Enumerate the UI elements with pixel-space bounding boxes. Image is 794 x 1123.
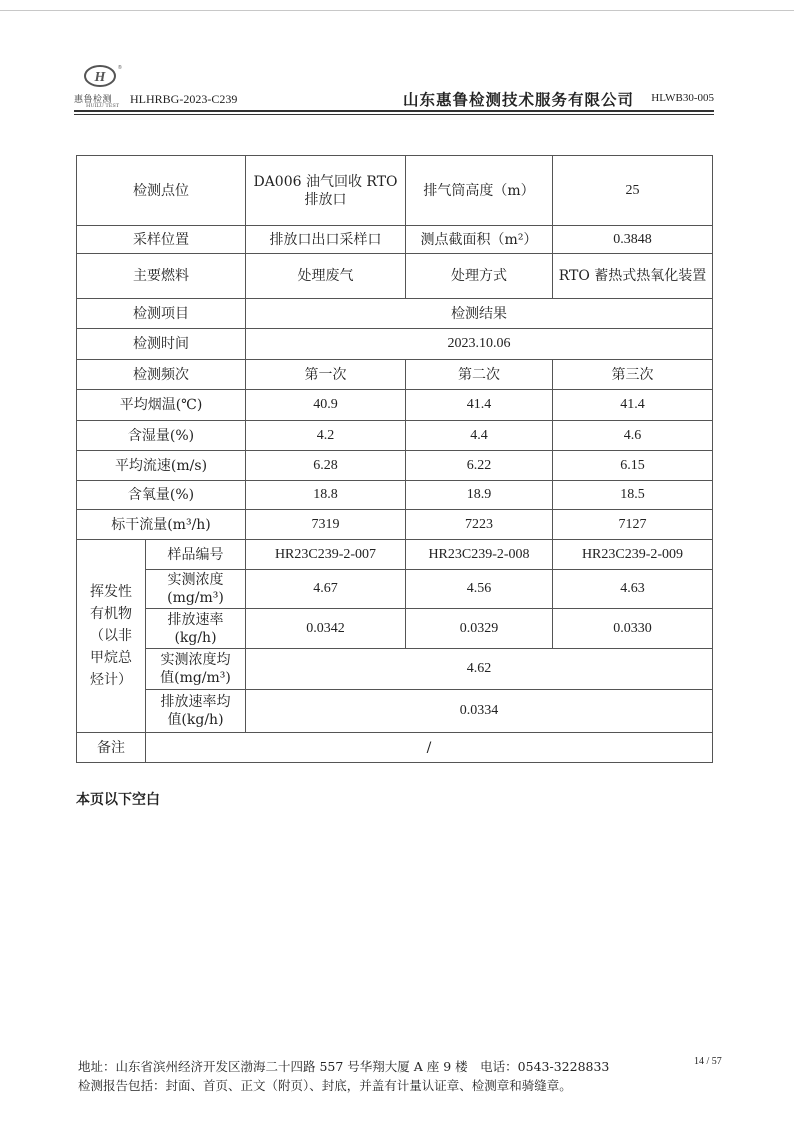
cell-value: 18.9 <box>406 481 553 510</box>
footer-address: 地址：山东省滨州经济开发区渤海二十四路 557 号华翔大厦 A 座 9 楼 电话：0543-3228833 <box>78 1059 610 1074</box>
result-label: 检测结果 <box>246 299 713 329</box>
cell-value: 7127 <box>553 510 713 540</box>
table-row <box>77 451 713 481</box>
item-label: 检测项目 <box>77 299 246 329</box>
table-row <box>77 690 713 733</box>
concentration-value: 4.56 <box>406 570 553 609</box>
cell-value: 18.8 <box>246 481 406 510</box>
emission-rate-value: 0.0330 <box>553 609 713 649</box>
table-row <box>77 649 713 690</box>
page-number: 14 / 57 <box>694 1056 722 1067</box>
cell-value: 4.4 <box>406 421 553 451</box>
fuel-value: 处理废气 <box>246 254 406 299</box>
sample-number: HR23C239-2-007 <box>246 540 406 570</box>
concentration-value: 4.63 <box>553 570 713 609</box>
concentration-label: 实测浓度(mg/m³) <box>146 570 246 609</box>
page-header <box>74 62 714 110</box>
sample-number-label: 样品编号 <box>146 540 246 570</box>
fuel-label: 主要燃料 <box>77 254 246 299</box>
row-label: 含湿量(%) <box>77 421 246 451</box>
stack-height-value: 25 <box>553 156 713 226</box>
table-row <box>77 540 713 570</box>
point-value: DA006 油气回收 RTO 排放口 <box>246 156 406 226</box>
table-row <box>77 360 713 390</box>
row-label: 含氧量(%) <box>77 481 246 510</box>
emission-rate-value: 0.0329 <box>406 609 553 649</box>
treatment-label: 处理方式 <box>406 254 553 299</box>
row-label: 平均烟温(℃) <box>77 390 246 421</box>
form-number: HLWB30-005 <box>651 92 714 104</box>
company-name: 山东惠鲁检测技术服务有限公司 <box>402 90 634 109</box>
blank-below-note: 本页以下空白 <box>76 792 160 808</box>
cell-value: 7223 <box>406 510 553 540</box>
table-row <box>77 299 713 329</box>
emission-rate-value: 0.0342 <box>246 609 406 649</box>
point-label: 检测点位 <box>77 156 246 226</box>
voc-group-label: 挥发性有机物（以非甲烷总烃计） <box>77 540 146 733</box>
table-row <box>77 329 713 360</box>
detection-results-table <box>76 155 713 763</box>
table-row <box>77 156 713 226</box>
frequency-2: 第二次 <box>406 360 553 390</box>
sampling-position-label: 采样位置 <box>77 226 246 254</box>
table-row <box>77 570 713 609</box>
svg-text:H: H <box>94 70 106 85</box>
cell-value: 41.4 <box>406 390 553 421</box>
logo-text: 惠鲁检测 <box>74 95 113 105</box>
cell-value: 6.22 <box>406 451 553 481</box>
frequency-label: 检测频次 <box>77 360 246 390</box>
table-row <box>77 609 713 649</box>
time-label: 检测时间 <box>77 329 246 360</box>
row-label: 平均流速(m/s) <box>77 451 246 481</box>
header-rule-thick <box>74 110 714 112</box>
table-row <box>77 254 713 299</box>
section-area-value: 0.3848 <box>553 226 713 254</box>
cell-value: 41.4 <box>553 390 713 421</box>
report-number: HLHRBG-2023-C239 <box>130 92 238 106</box>
table-row <box>77 510 713 540</box>
cell-value: 6.15 <box>553 451 713 481</box>
treatment-value: RTO 蓄热式热氧化装置 <box>553 254 713 299</box>
cell-value: 7319 <box>246 510 406 540</box>
cell-value: 40.9 <box>246 390 406 421</box>
emission-rate-label: 排放速率(kg/h) <box>146 609 246 649</box>
top-border-line <box>0 10 794 11</box>
concentration-average-value: 4.62 <box>246 649 713 690</box>
sample-number: HR23C239-2-008 <box>406 540 553 570</box>
cell-value: 4.6 <box>553 421 713 451</box>
header-rule-thin <box>74 114 714 115</box>
emission-rate-average-value: 0.0334 <box>246 690 713 733</box>
sample-number: HR23C239-2-009 <box>553 540 713 570</box>
footer-report-includes: 检测报告包括：封面、首页、正文（附页）、封底，并盖有计量认证章、检测章和骑缝章。 <box>78 1078 572 1093</box>
frequency-1: 第一次 <box>246 360 406 390</box>
frequency-3: 第三次 <box>553 360 713 390</box>
time-value: 2023.10.06 <box>246 329 713 360</box>
svg-text:®: ® <box>118 65 122 71</box>
remark-label: 备注 <box>77 733 146 763</box>
table-row <box>77 226 713 254</box>
concentration-value: 4.67 <box>246 570 406 609</box>
row-label: 标干流量(m³/h) <box>77 510 246 540</box>
logo-subtext: HUILU TEST <box>86 103 120 109</box>
stack-height-label: 排气筒高度（m） <box>406 156 553 226</box>
section-area-label: 测点截面积（m²） <box>406 226 553 254</box>
cell-value: 4.2 <box>246 421 406 451</box>
cell-value: 18.5 <box>553 481 713 510</box>
remark-value: / <box>146 733 713 763</box>
cell-value: 6.28 <box>246 451 406 481</box>
emission-rate-average-label: 排放速率均值(kg/h) <box>146 690 246 733</box>
table-row <box>77 390 713 421</box>
concentration-average-label: 实测浓度均值(mg/m³) <box>146 649 246 690</box>
table-row <box>77 733 713 763</box>
sampling-position-value: 排放口出口采样口 <box>246 226 406 254</box>
table-row <box>77 421 713 451</box>
table-row <box>77 481 713 510</box>
